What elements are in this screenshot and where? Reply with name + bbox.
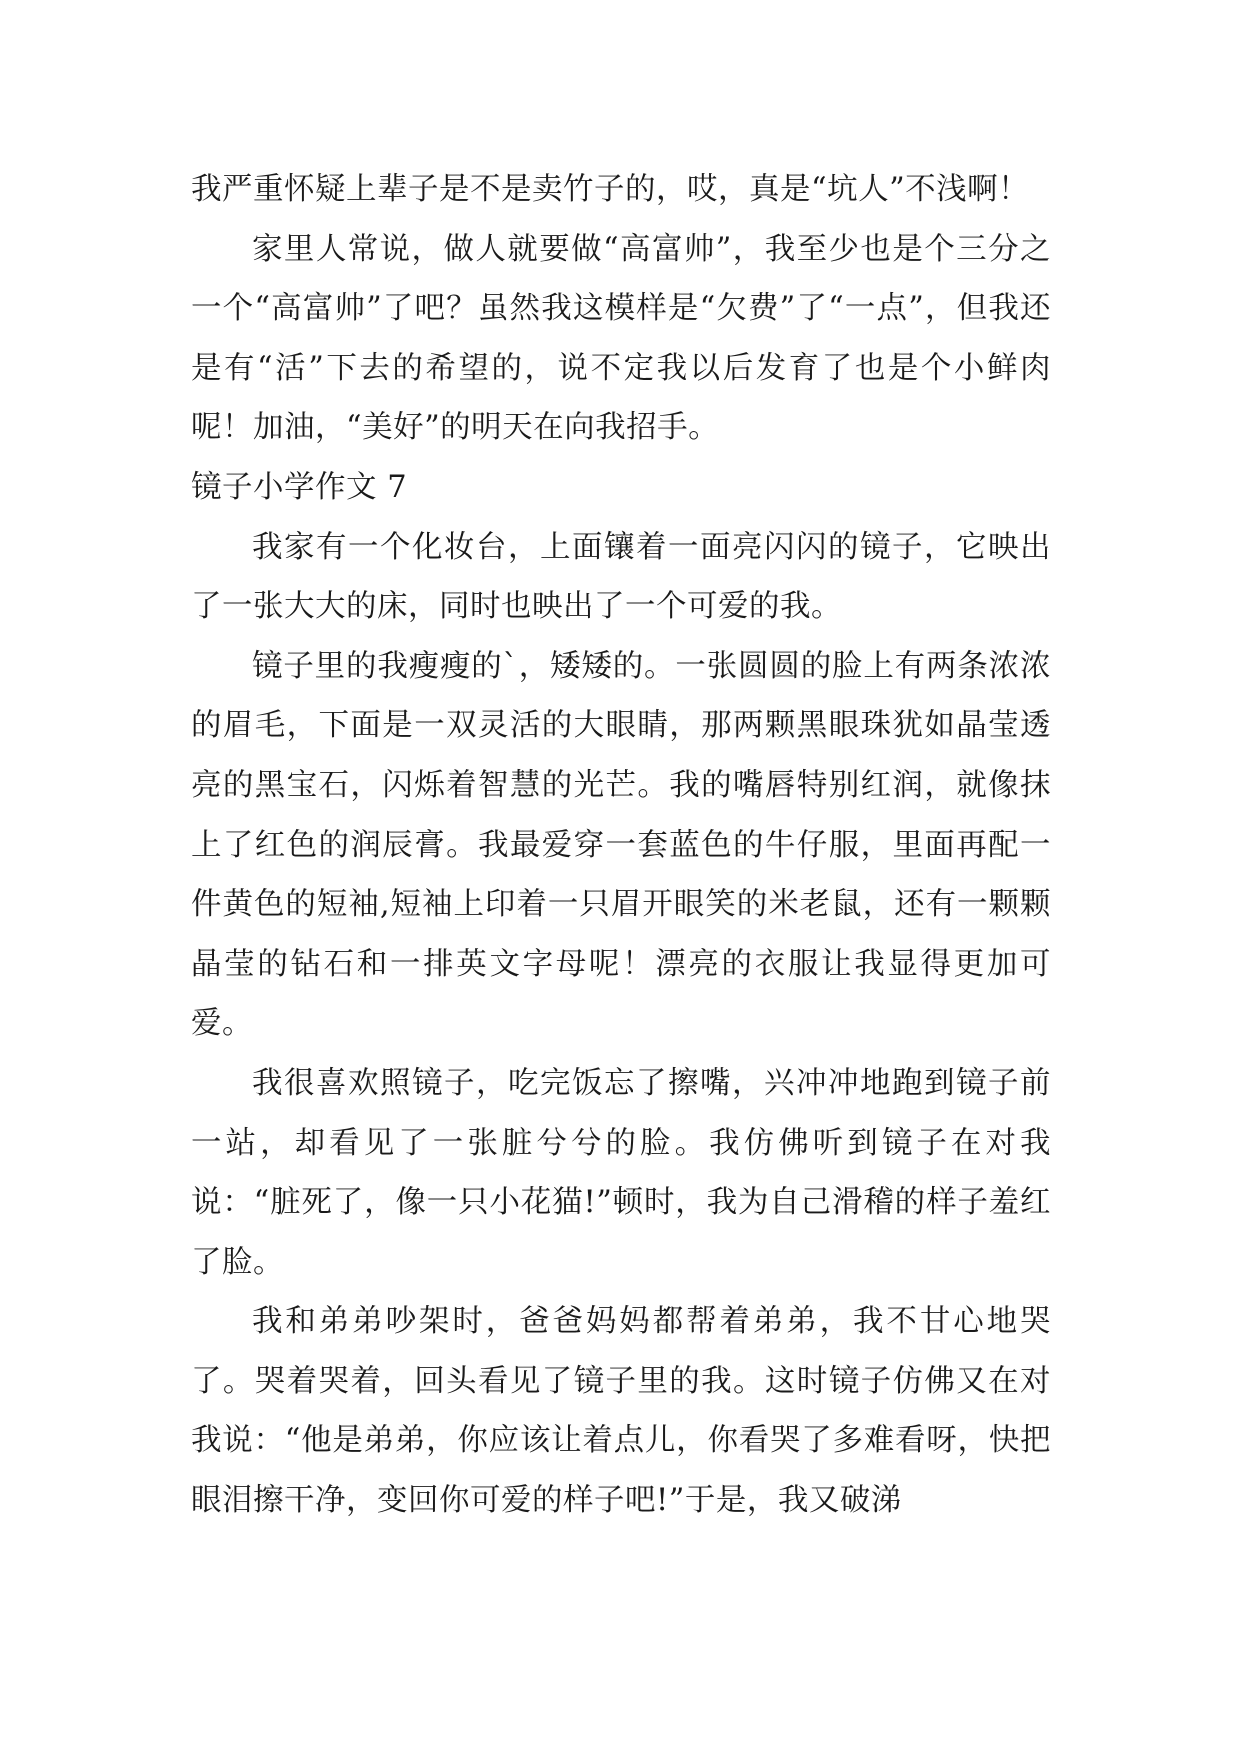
paragraph-2: 家里人常说，做人就要做“高富帅”，我至少也是个三分之一个“高富帅”了吧？虽然我这模样是“欠费”了“一点”，但我还是有“活”下去的希望的，说不定我以后发育了也是个小鲜肉呢！加油，“美好”的明天在向我招手。 [191, 231, 1051, 446]
document-body [191, 160, 1051, 1531]
paragraph-1: 我严重怀疑上辈子是不是卖竹子的，哎，真是“坑人”不浅啊！ [191, 172, 1030, 207]
paragraph-6: 我和弟弟吵架时，爸爸妈妈都帮着弟弟，我不甘心地哭了。哭着哭着，回头看见了镜子里的我。这时镜子仿佛又在对我说：“他是弟弟，你应该让着点儿，你看哭了多难看呀，快把眼泪擦干净，变回你可爱的样子吧!”于是，我又破涕 [191, 1304, 1051, 1519]
section-heading: 镜子小学作文 7 [191, 469, 408, 505]
paragraph-5: 我很喜欢照镜子，吃完饭忘了擦嘴，兴冲冲地跑到镜子前一站，却看见了一张脏兮兮的脸。我仿佛听到镜子在对我说：“脏死了，像一只小花猫!”顿时，我为自己滑稽的样子羞红了脸。 [191, 1065, 1051, 1280]
paragraph-3: 我家有一个化妆台，上面镶着一面亮闪闪的镜子，它映出了一张大大的床，同时也映出了一个可爱的我。 [191, 529, 1051, 625]
paragraph-4: 镜子里的我瘦瘦的`，矮矮的。一张圆圆的脸上有两条浓浓的眉毛，下面是一双灵活的大眼睛，那两颗黑眼珠犹如晶莹透亮的黑宝石，闪烁着智慧的光芒。我的嘴唇特别红润，就像抹上了红色的润辰膏。我最爱穿一套蓝色的牛仔服，里面再配一件黄色的短袖,短袖上印着一只眉开眼笑的米老鼠，还有一颗颗晶莹的钻石和一排英文字母呢！漂亮的衣服让我显得更加可爱。 [191, 648, 1051, 1042]
